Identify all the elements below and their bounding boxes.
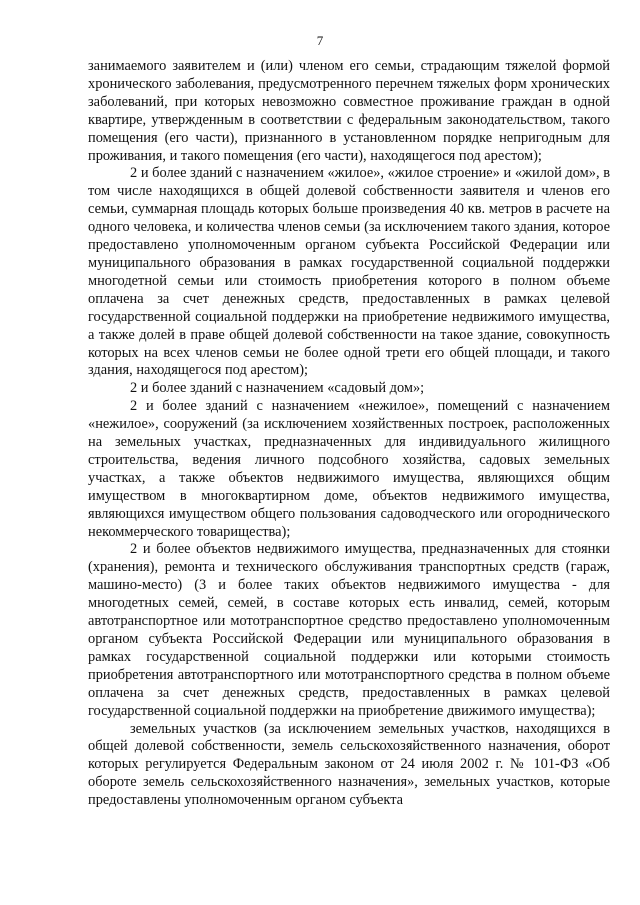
paragraph: земельных участков (за исключением земельных участков, находящихся в общей долевой собственности, земель сельскохозяйственного назначения, оборот которых регулируется Федеральным законом от 24 июля 2002 г. № 101-ФЗ «Об обороте земель сельскохозяйственного назначения», земельных участков, которые предоставлены уполномоченным органом субъекта bbox=[88, 720, 610, 809]
paragraph: 2 и более зданий с назначением «садовый дом»; bbox=[130, 380, 425, 397]
paragraph: 2 и более объектов недвижимого имущества, предназначенных для стоянки (хранения), ремонта и технического обслуживания транспортных средств (гараж, машино-место) (3 и более таких объектов недвижимого имущества - для многодетных семей, семей, в составе которых есть инвалид, семей, которым автотранспортное или мототранспортное средство предоставлено уполномоченным органом субъекта Российской Федерации или муниципального образования в рамках государственной социальной поддержки или которыми стоимость приобретения автотранспортного или мототранспортного средства в полном объеме оплачена за счет денежных средств, предоставленных в рамках целевой государственной социальной поддержки на приобретение движимого имущества); bbox=[88, 541, 610, 719]
document-body bbox=[88, 58, 610, 810]
paragraph: 2 и более зданий с назначением «нежилое», помещений с назначением «нежилое», сооружений (за исключением хозяйственных построек, расположенных на земельных участках, предназначенных для индивидуального жилищного строительства, ведения личного подсобного хозяйства, садовых земельных участках, а также объектов недвижимого имущества, являющихся общим имуществом в многоквартирном доме, объектов недвижимого имущества, являющихся имуществом общего пользования садоводческого или огороднического некоммерческого товарищества); bbox=[88, 398, 610, 540]
paragraph: занимаемого заявителем и (или) членом его семьи, страдающим тяжелой формой хронического заболевания, предусмотренного перечнем тяжелых форм хронических заболеваний, при которых невозможно совместное проживание граждан в одной квартире, утвержденным в соответствии с федеральным законодательством, такого помещения (его части), признанного в установленном порядке непригодным для проживания, и такого помещения (его части), находящегося под арестом); bbox=[88, 58, 610, 164]
page-number: 7 bbox=[316, 33, 324, 48]
paragraph: 2 и более зданий с назначением «жилое», «жилое строение» и «жилой дом», в том числе находящихся в общей долевой собственности заявителя и членов его семьи, суммарная площадь которых больше произведения 40 кв. метров в расчете на одного человека, и количества членов семьи (за исключением такого здания, которое предоставлено уполномоченным органом субъекта Российской Федерации или муниципального образования в рамках государственной социальной поддержки многодетной семьи или стоимость приобретения которого в полном объеме оплачена за счет денежных средств, предоставленных в рамках целевой государственной социальной поддержки на приобретение недвижимого имущества, а также долей в праве общей долевой собственности на такое здание, совокупность которых на всех членов семьи не более одной трети его общей площади, и такого здания, находящегося под арестом); bbox=[88, 165, 610, 379]
